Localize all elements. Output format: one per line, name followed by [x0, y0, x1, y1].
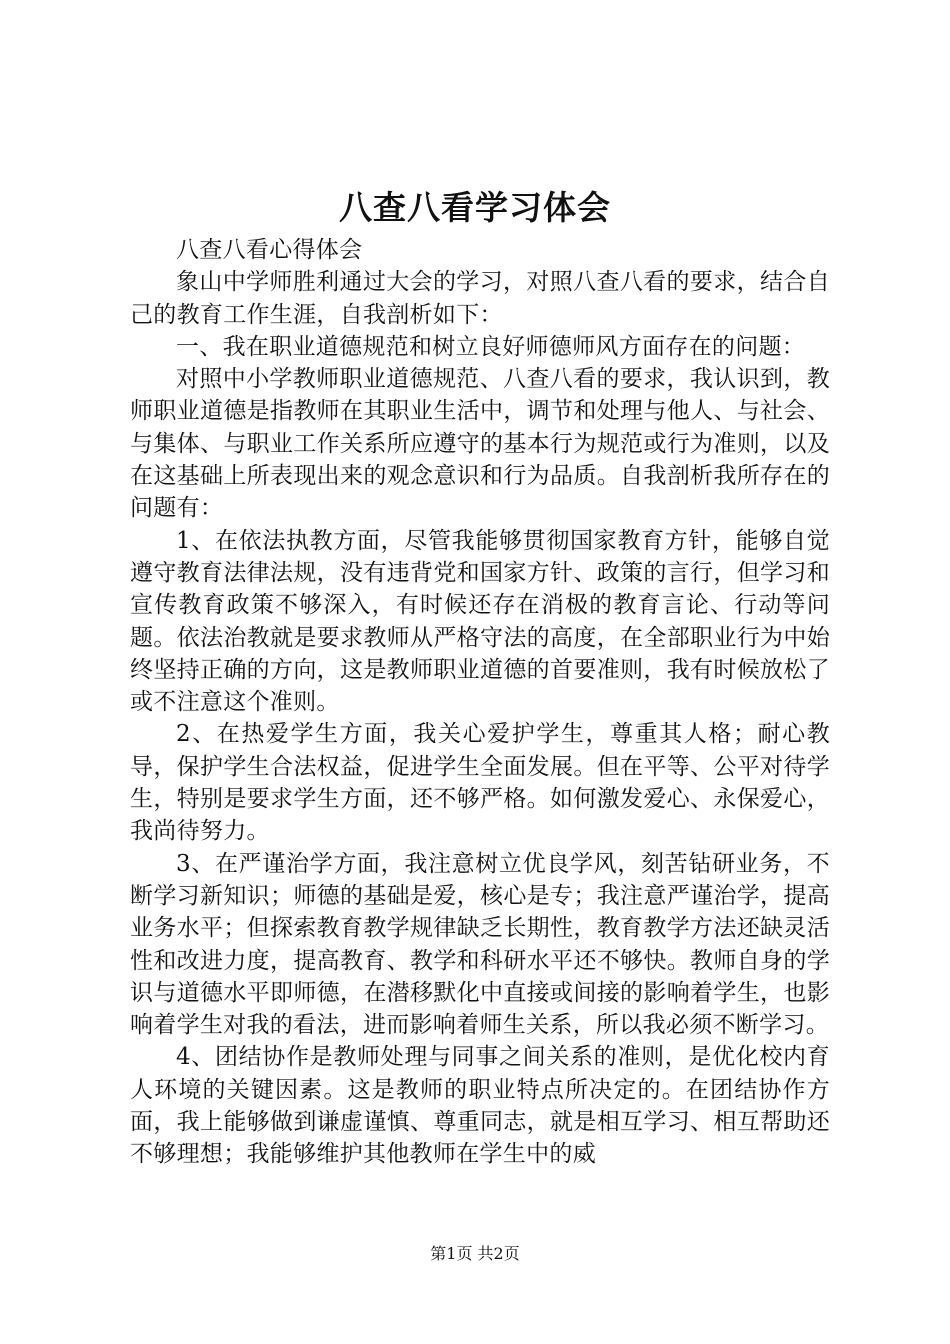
paragraph-section-heading: 一、我在职业道德规范和树立良好师德师风方面存在的问题：	[176, 333, 806, 360]
paragraph-overview: 对照中小学教师职业道德规范、八查八看的要求，我认识到，教师职业道德是指教师在其职业生活中，调节和处理与他人、与社会、与集体、与职业工作关系所应遵守的基本行为规范或行为准则，以及在这基础上所表现出来的观念意识和行为品质。自我剖析我所存在的问题有：	[130, 366, 830, 522]
document-title: 八查八看学习体会	[339, 188, 611, 227]
paragraph-subtitle: 八查八看心得体会	[176, 237, 363, 263]
paragraph-item-4: 4、团结协作是教师处理与同事之间关系的准则，是优化校内育人环境的关键因素。这是教师的职业特点所决定的。在团结协作方面，我上能够做到谦虚谨慎、尊重同志，就是相互学习、相互帮助还不够理想；我能够维护其他教师在学生中的威	[130, 1044, 830, 1168]
document-body	[130, 234, 830, 1171]
paragraph-item-3: 3、在严谨治学方面，我注意树立优良学风，刻苦钻研业务，不断学习新知识；师德的基础是爱，核心是专；我注意严谨治学，提高业务水平；但探索教育教学规律缺乏长期性，教育教学方法还缺灵活性和改进力度，提高教育、教学和科研水平还不够快。教师自身的学识与道德水平即师德，在潜移默化中直接或间接的影响着学生，也影响着学生对我的看法，进而影响着师生关系，所以我必须不断学习。	[130, 850, 830, 1039]
paragraph-item-2: 2、在热爱学生方面，我关心爱护学生，尊重其人格；耐心教导，保护学生合法权益，促进学生全面发展。但在平等、公平对待学生，特别是要求学生方面，还不够严格。如何激发爱心、永保爱心，我尚待努力。	[130, 721, 830, 845]
page-footer: 第1页 共2页	[430, 1244, 520, 1263]
paragraph-item-1: 1、在依法执教方面，尽管我能够贯彻国家教育方针，能够自觉遵守教育法律法规，没有违背党和国家方针、政策的言行，但学习和宣传教育政策不够深入，有时候还存在消极的教育言论、行动等问题。依法治教就是要求教师从严格守法的高度，在全部职业行为中始终坚持正确的方向，这是教师职业道德的首要准则，我有时候放松了或不注意这个准则。	[130, 527, 830, 716]
paragraph-intro: 象山中学师胜利通过大会的学习，对照八查八看的要求，结合自己的教育工作生涯，自我剖析如下：	[130, 269, 830, 328]
